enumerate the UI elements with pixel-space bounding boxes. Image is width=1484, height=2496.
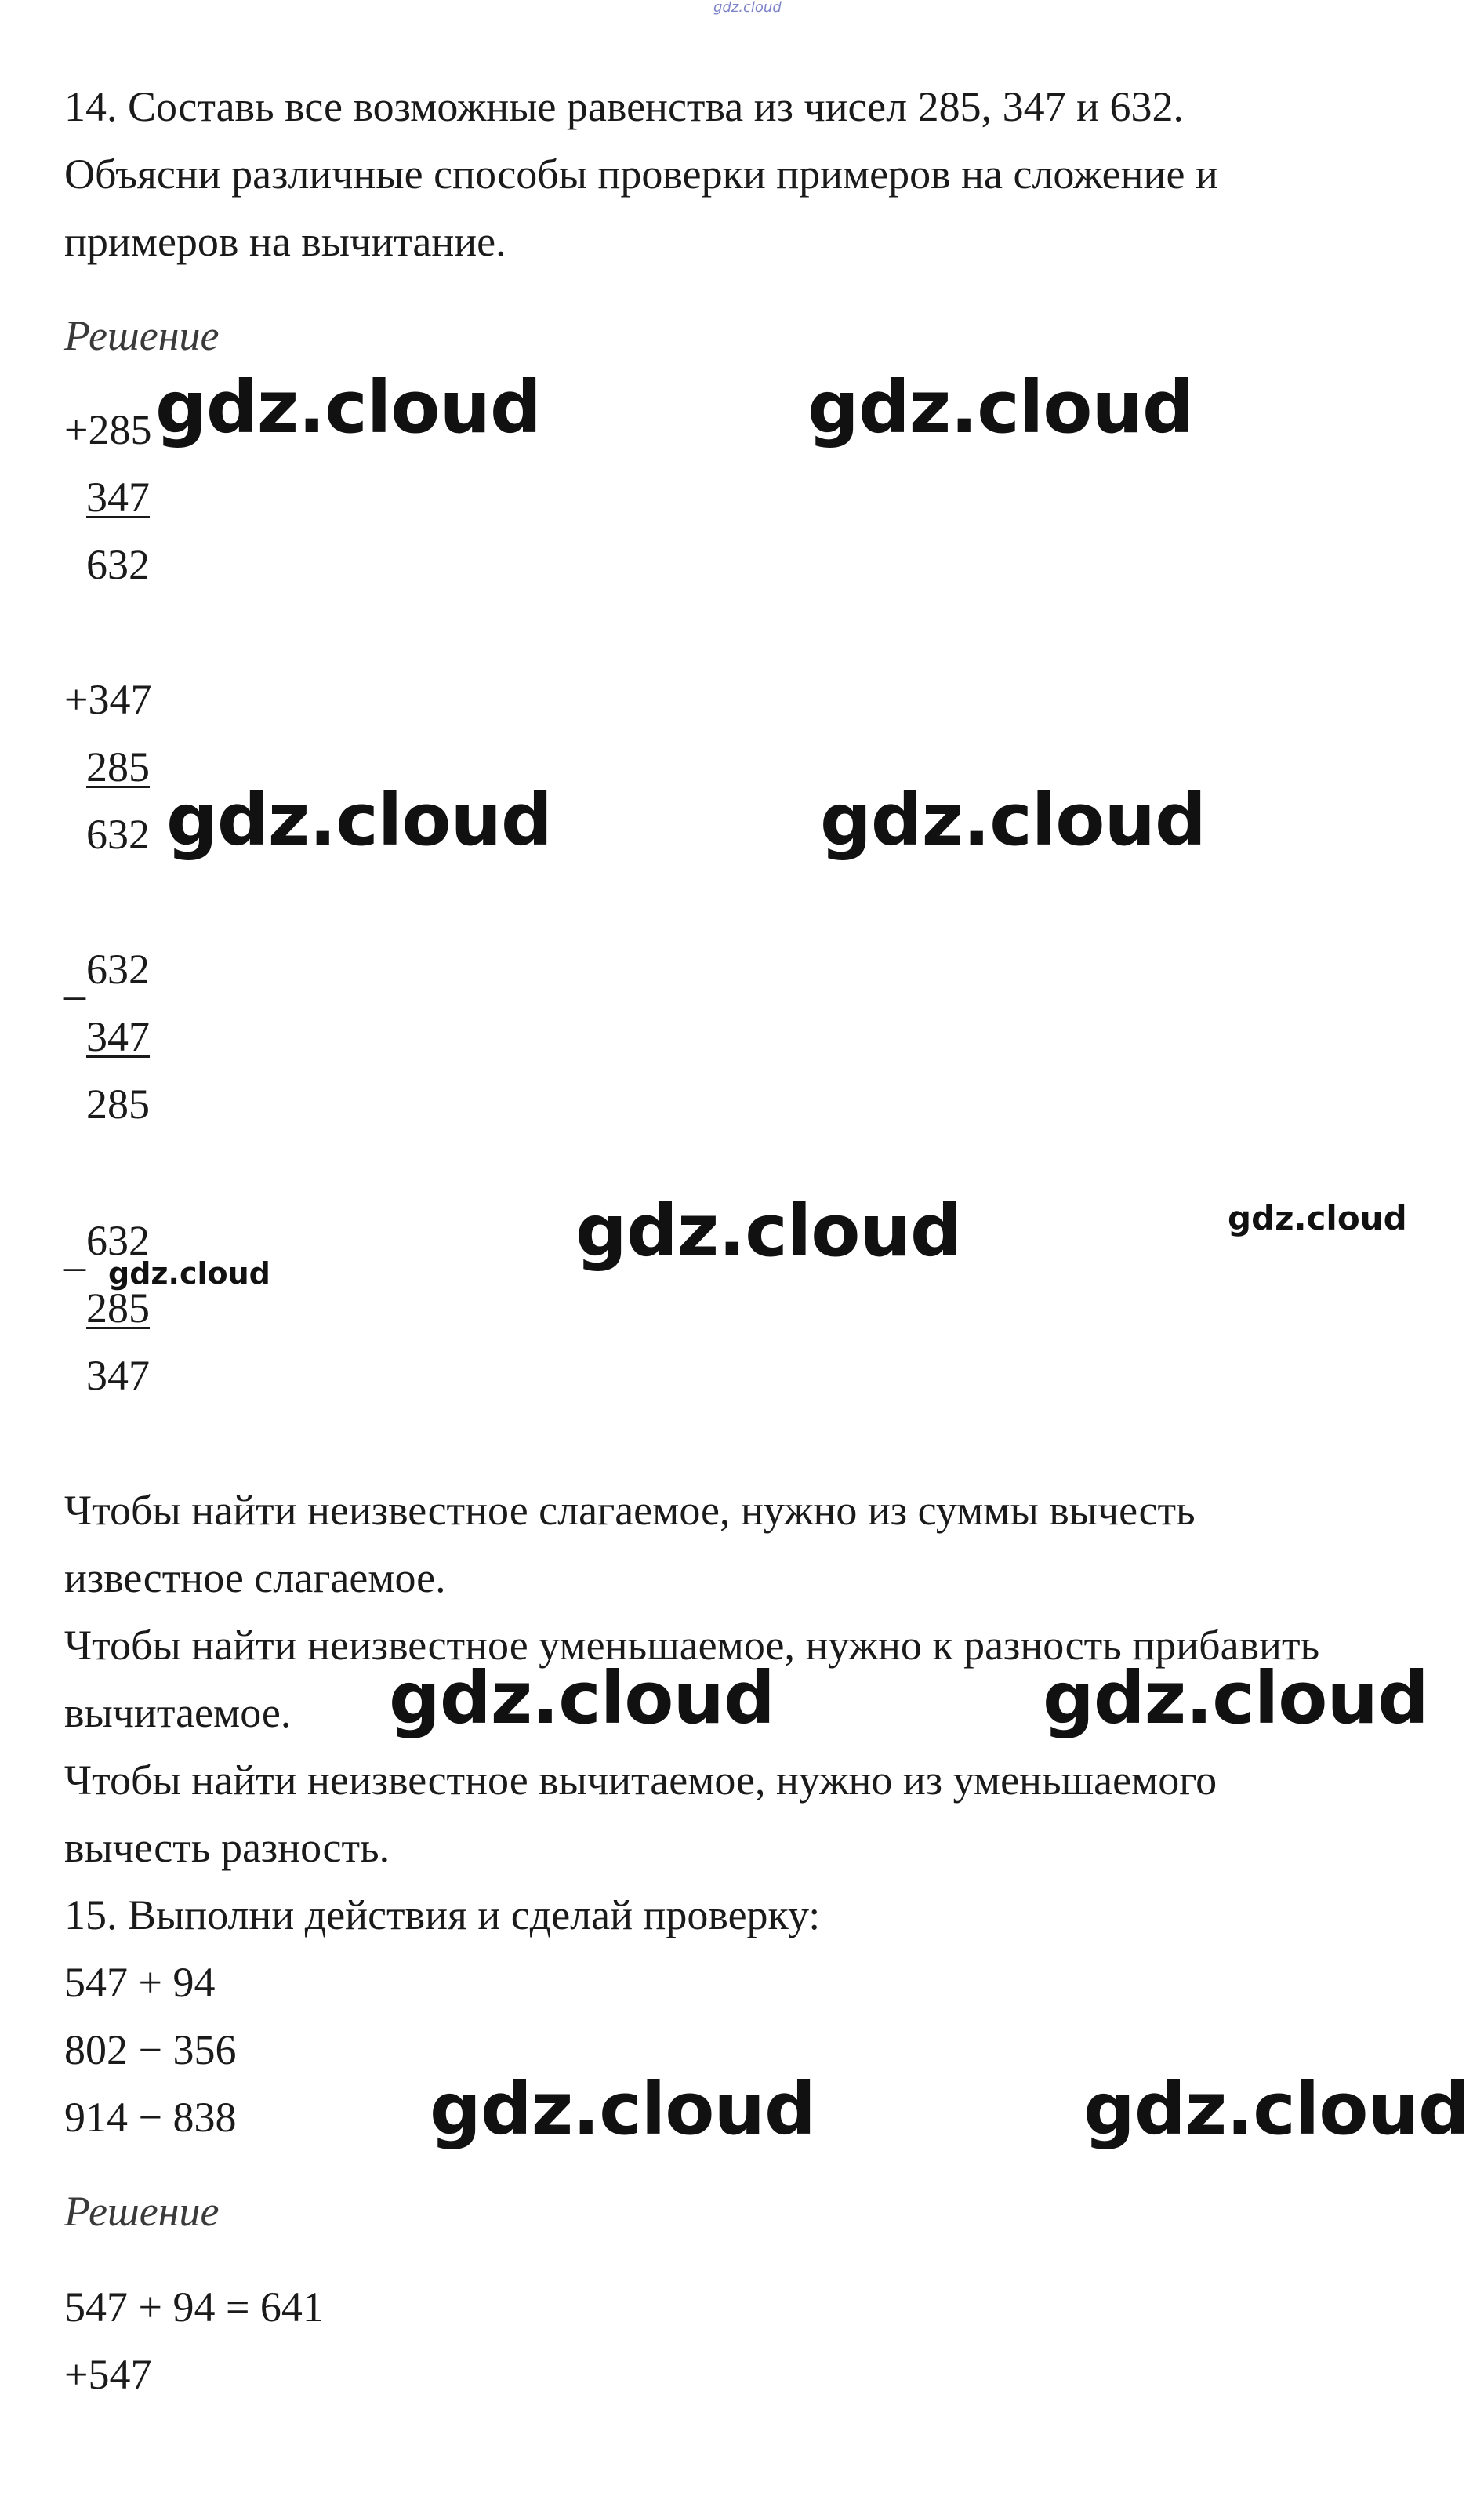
column1-top: +285: [64, 406, 152, 453]
column3-result: 285: [86, 1081, 150, 1128]
watermark-6: gdz.cloud: [1228, 1199, 1407, 1237]
column1-result: 632: [86, 541, 150, 588]
column2-middle: 285: [86, 743, 150, 790]
watermark-top: gdz.cloud: [713, 0, 782, 16]
task15-example1: 547 + 94: [64, 1959, 216, 2006]
rule-line6: вычесть разность.: [64, 1824, 390, 1871]
watermark-7: gdz.cloud: [108, 1256, 270, 1291]
watermark-4: gdz.cloud: [820, 778, 1206, 862]
column3-sign: _: [64, 957, 85, 1004]
task15-column-start: +547: [64, 2351, 152, 2398]
rule-line5: Чтобы найти неизвестное вычитаемое, нужно из уменьшаемого: [64, 1757, 1217, 1804]
watermark-2: gdz.cloud: [807, 365, 1193, 449]
column3-middle: 347: [86, 1013, 150, 1060]
column2-result: 632: [86, 811, 150, 858]
rule-line1: Чтобы найти неизвестное слагаемое, нужно из суммы вычесть: [64, 1487, 1196, 1534]
watermark-11: gdz.cloud: [1083, 2067, 1469, 2151]
column2-top: +347: [64, 676, 152, 723]
task14-statement-line2: Объясни различные способы проверки примеров на сложение и: [64, 151, 1218, 198]
watermark-9: gdz.cloud: [1043, 1656, 1428, 1740]
column4-top: 632: [86, 1217, 150, 1264]
task15-statement: 15. Выполни действия и сделай проверку:: [64, 1891, 821, 1938]
task14-statement-line3: примеров на вычитание.: [64, 218, 506, 265]
task15-example2: 802 − 356: [64, 2026, 237, 2073]
watermark-1: gdz.cloud: [155, 365, 541, 449]
column4-sign: _: [64, 1228, 85, 1275]
rule-line4: вычитаемое.: [64, 1689, 292, 1736]
watermark-10: gdz.cloud: [430, 2067, 815, 2151]
column3-top: 632: [86, 946, 150, 993]
rule-line3: Чтобы найти неизвестное уменьшаемое, нужно к разность прибавить: [64, 1622, 1320, 1669]
rule-line2: известное слагаемое.: [64, 1554, 446, 1601]
task15-answer-line: 547 + 94 = 641: [64, 2283, 324, 2331]
task15-solution-label: Решение: [64, 2188, 220, 2235]
task15-example3: 914 − 838: [64, 2094, 237, 2141]
watermark-5: gdz.cloud: [575, 1189, 961, 1273]
task14-statement-line1: 14. Составь все возможные равенства из чисел 285, 347 и 632.: [64, 83, 1184, 130]
watermark-8: gdz.cloud: [389, 1656, 775, 1740]
column4-middle: 285: [86, 1284, 150, 1332]
column4-result: 347: [86, 1352, 150, 1399]
task14-solution-label: Решение: [64, 312, 220, 359]
column1-middle: 347: [86, 474, 150, 521]
watermark-3: gdz.cloud: [166, 778, 552, 862]
